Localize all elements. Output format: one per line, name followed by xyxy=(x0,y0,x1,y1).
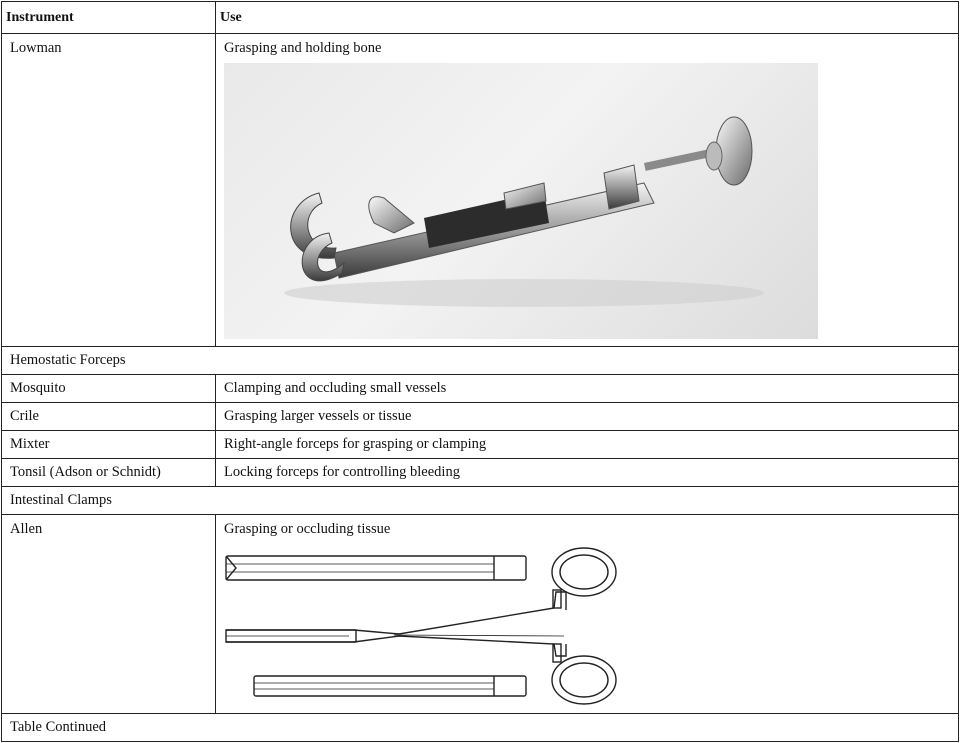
table-row xyxy=(2,403,959,431)
header-use: Use xyxy=(216,2,959,34)
instrument-cell: Mixter xyxy=(2,431,216,459)
instrument-cell: Crile xyxy=(2,403,216,431)
use-text: Grasping or occluding tissue xyxy=(224,521,391,537)
use-text: Grasping and holding bone xyxy=(224,40,382,56)
footer-row xyxy=(2,714,959,742)
allen-clamp-drawing xyxy=(224,544,624,708)
instrument-table xyxy=(1,1,959,742)
lowman-clamp-photo xyxy=(224,63,818,339)
header-row xyxy=(2,2,959,34)
use-cell: Clamping and occluding small vessels xyxy=(216,375,959,403)
section-label: Intestinal Clamps xyxy=(2,487,959,515)
instrument-cell: Allen xyxy=(2,515,216,714)
instrument-cell: Lowman xyxy=(2,34,216,347)
table-row xyxy=(2,431,959,459)
instrument-cell: Tonsil (Adson or Schnidt) xyxy=(2,459,216,487)
use-cell: Locking forceps for controlling bleeding xyxy=(216,459,959,487)
use-cell: Grasping larger vessels or tissue xyxy=(216,403,959,431)
table-row-allen xyxy=(2,515,959,714)
instrument-cell: Mosquito xyxy=(2,375,216,403)
use-cell: Right-angle forceps for grasping or clamping xyxy=(216,431,959,459)
table-row-lowman xyxy=(2,34,959,347)
use-cell xyxy=(216,34,959,347)
section-label: Hemostatic Forceps xyxy=(2,347,959,375)
table-row xyxy=(2,459,959,487)
table-continued-label: Table Continued xyxy=(2,714,959,742)
header-instrument: Instrument xyxy=(2,2,216,34)
section-row-intestinal xyxy=(2,487,959,515)
table-row xyxy=(2,375,959,403)
section-row-hemostatic xyxy=(2,347,959,375)
use-cell xyxy=(216,515,959,714)
